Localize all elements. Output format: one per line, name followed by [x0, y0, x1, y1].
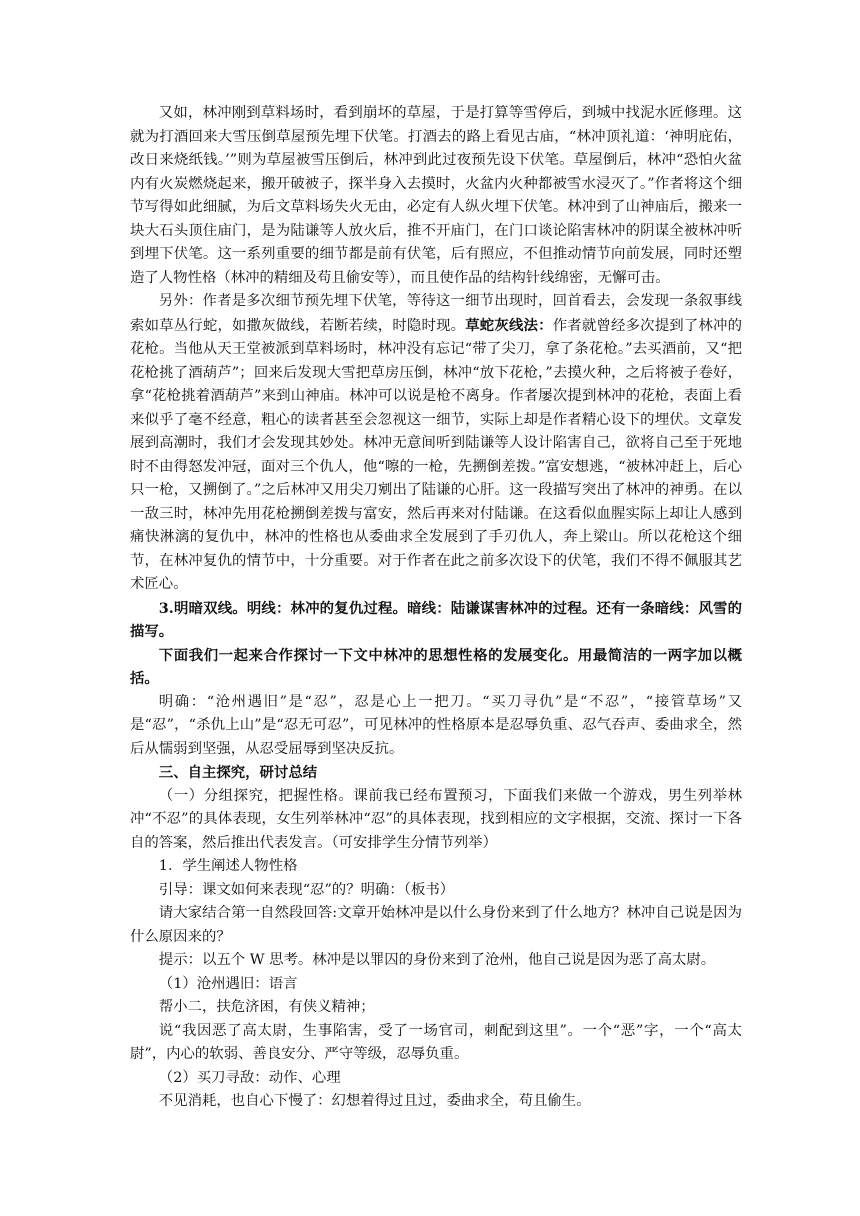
document-body — [130, 102, 742, 1114]
paragraph-text: 帮小二，扶危济困，有侠义精神； — [158, 999, 375, 1015]
paragraph-text: 另外：作者是多次细节预先埋下伏笔，等待这一细节出现时，回首看去，会发现一条叙事线索如草丛行蛇，如撒灰做线，若断若续，时隐时现。 — [130, 293, 742, 334]
list-item: （2）买刀寻敌：动作、心理 — [158, 1069, 341, 1086]
list-item: 1．学生阐述人物性格 — [158, 858, 298, 874]
paragraph-text: 说“我因恶了高太尉，生事陷害，受了一场官司，刺配到这里”。一个“恶”字，一个“高太尉”，内心的软弱、善良安分、严守等级，忍辱负重。 — [130, 1022, 742, 1062]
paragraph-snake-grass-ash-line — [130, 290, 742, 597]
paragraph-question: 请大家结合第一自然段回答:文章开始林冲是以什么身份来到了什么地方？林冲自己说是因为什么原因来的？ — [130, 905, 742, 945]
paragraph-hint: 提示：以五个 W 思考。林冲是以罪囚的身份来到了沧州，他自己说是因为恶了高太尉。 — [158, 952, 716, 968]
paragraph-clarification: 明确：“沧州遇旧”是“忍”，忍是心上一把刀。“买刀寻仇”是“不忍”，“接管草场”又是“忍”，“杀仇上山”是“忍无可忍”，可见林冲的性格原本是忍辱负重、忍气吞声、委曲求全，然后从懦弱到坚强，从忍受屈辱到坚决反抗。 — [130, 693, 742, 757]
paragraph-discussion-prompt: 下面我们一起来合作探讨一下文中林冲的思想性格的发展变化。用最简洁的一两字加以概括。 — [130, 646, 742, 687]
section-heading: 三、自主探究，研讨总结 — [158, 764, 318, 781]
paragraph-group-exploration: （一）分组探究，把握性格。课前我已经布置预习，下面我们来做一个游戏，男生列举林冲“不忍”的具体表现，女生列举林冲“忍”的具体表现，找到相应的文字根据，交流、探讨一下各自的答案，然后推出代表发言。（可安排学生分情节列举） — [130, 787, 742, 851]
paragraph-foreshadowing-examples: 又如，林冲刚到草料场时，看到崩坏的草屋，于是打算等雪停后，到城中找泥水匠修理。这就为打酒回来大雪压倒草屋预先埋下伏笔。打酒去的路上看见古庙，“林冲顶礼道：‘神明庇佑，改日来烧纸钱。’”则为草屋被雪压倒后，林冲到此过夜预先设下伏笔。草屋倒后，林冲“恐怕火盆内有火炭燃烧起来，搬开破被子，探半身入去摸时，火盆内火种都被雪水浸灭了。”作者将这个细节写得如此细腻，为后文草料场失火无由，必定有人纵火埋下伏笔。林冲到了山神庙后，搬来一块大石头顶住庙门，是为陆谦等人放火后，推不开庙门，在门口谈论陷害林冲的阴谋全被林冲听到埋下伏笔。这一系列重要的细节都是前有伏笔，后有照应，不但推动情节向前发展，同时还塑造了人物性格（林冲的精细及苟且偷安等），而且使作品的结构针线绵密，无懈可击。 — [130, 105, 742, 286]
paragraph-text: 作者就曾经多次提到了林冲的花枪。当他从天王堂被派到草料场时，林冲没有忘记“带了尖刀，拿了条花枪。”去买酒前，又“把花枪挑了酒葫芦”；回来后发现大雪把草房压倒，林冲“放下花枪，”去摸火种，之后将被子卷好，拿“花枪挑着酒葫芦”来到山神庙。林冲可以说是枪不离身。作者屡次提到林冲的花枪，表面上看来似乎了毫不经意，粗心的读者甚至会忽视这一细节，实际上却是作者精心设下的埋伏。文章发展到高潮时，我们才会发现其妙处。林冲无意间听到陆谦等人设计陷害自己，欲将自己至于死地时不由得怒发冲冠，面对三个仇人，他“嚓的一枪，先搠倒差拨。”富安想逃，“被林冲赶上，后心只一枪，又搠倒了。”之后林冲又用尖刀剜出了陆谦的心肝。这一段描写突出了林冲的神勇。在以一敌三时，林冲先用花枪搠倒差拨与富安，然后再来对付陆谦。在这看似血腥实际上却让人感到痛快淋漓的复仇中，林冲的性格也从委曲求全发展到了手刃仇人，奔上梁山。所以花枪这个细节，在林冲复仇的情节中，十分重要。对于作者在此之前多次设下的伏笔，我们不得不佩服其艺术匠心。 — [130, 317, 742, 592]
bold-term: 草蛇灰线法： — [465, 316, 553, 334]
paragraph-guide: 引导：课文如何来表现“忍”的？明确：（板书） — [158, 881, 455, 898]
paragraph-double-lines: 3.明暗双线。明线：林冲的复仇过程。暗线：陆谦谋害林冲的过程。还有一条暗线：风雪的描写。 — [130, 599, 742, 640]
paragraph-text: 不见消耗，也自心下慢了：幻想着得过且过，委曲求全，苟且偷生。 — [158, 1093, 591, 1109]
list-item: （1）沧州遇旧：语言 — [158, 975, 298, 992]
